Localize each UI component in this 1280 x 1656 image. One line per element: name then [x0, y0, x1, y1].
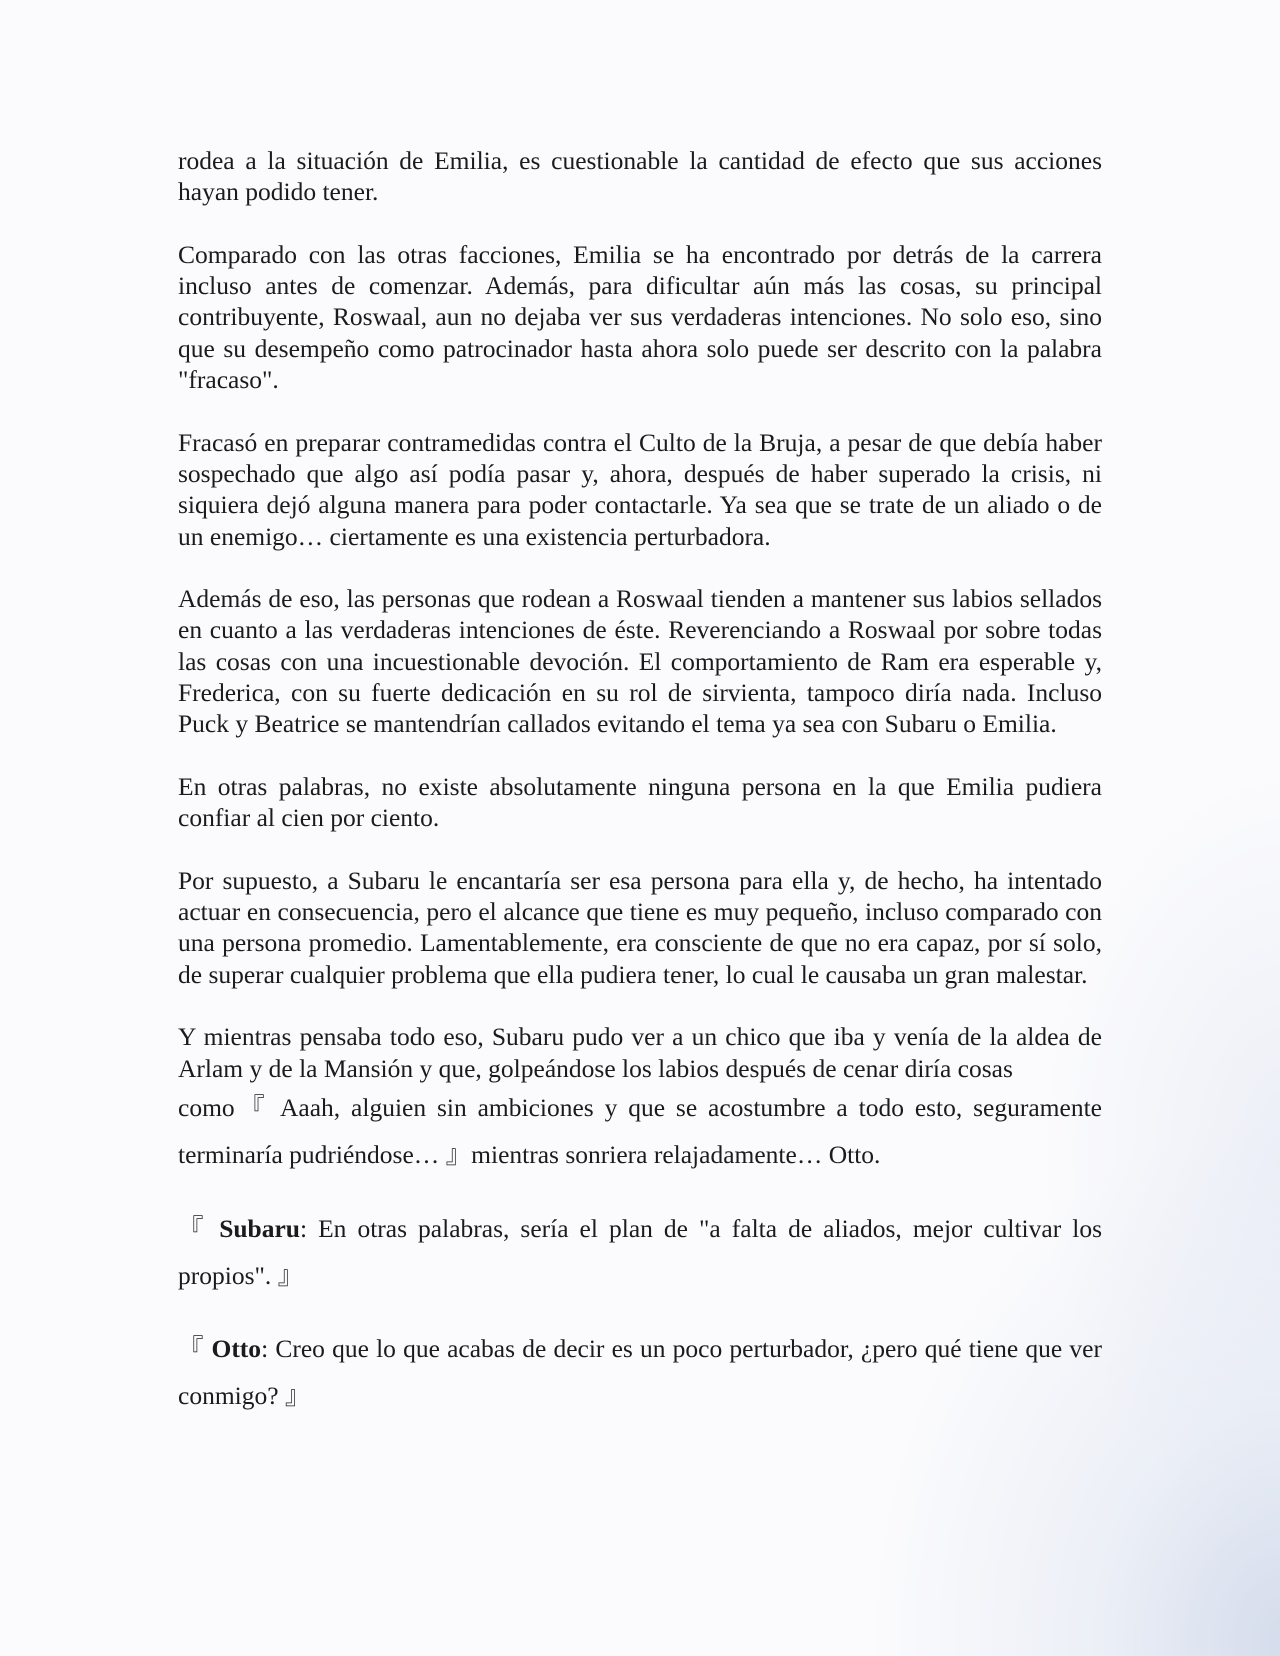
dialogue-line-subaru — [178, 1205, 1102, 1299]
dialogue-text: : Creo que lo que acabas de decir es un poco perturbador, ¿pero qué tiene que ver conmigo? 』 — [178, 1333, 1102, 1410]
paragraph: rodea a la situación de Emilia, es cuestionable la cantidad de efecto que sus acciones hayan podido tener. — [178, 146, 1102, 207]
dialogue-line-otto — [178, 1325, 1102, 1419]
narration-line: Y mientras pensaba todo eso, Subaru pudo ver a un chico que iba y venía de la aldea de Arlam y de la Mansión y que, golpeándose los labios después de cenar diría cosas — [178, 1022, 1102, 1083]
quote-open-mark: 『 — [178, 1333, 212, 1363]
text-column — [178, 145, 1102, 1445]
speaker-name: Subaru — [219, 1213, 300, 1243]
paragraph: En otras palabras, no existe absolutamente ninguna persona en la que Emilia pudiera confiar al cien por ciento. — [178, 771, 1102, 833]
quote-open-mark: 『 — [178, 1213, 220, 1243]
speaker-name: Otto — [211, 1333, 262, 1363]
dialogue-text: : En otras palabras, sería el plan de "a falta de aliados, mejor cultivar los propios". 』 — [178, 1213, 1102, 1290]
paragraph: Comparado con las otras facciones, Emilia se ha encontrado por detrás de la carrera incluso antes de comenzar. Además, para dificultar aún más las cosas, su principal contribuyente, Roswaal, aun no dejaba ver sus verdaderas intenciones. No solo eso, sino que su desempeño como patrocinador hasta ahora solo puede ser descrito con la palabra "fracaso". — [178, 239, 1102, 395]
narration-line: como『 Aaah, alguien sin ambiciones y que se acostumbre a todo esto, seguramente terminaría pudriéndose… 』mientras sonriera relajadamente… Otto. — [178, 1092, 1102, 1169]
paragraph: Por supuesto, a Subaru le encantaría ser esa persona para ella y, de hecho, ha intentado actuar en consecuencia, pero el alcance que tiene es muy pequeño, incluso comparado con una persona promedio. Lamentablemente, era consciente de que no era capaz, por sí solo, de superar cualquier problema que ella pudiera tener, lo cual le causaba un gran malestar. — [178, 865, 1102, 989]
paragraph: Además de eso, las personas que rodean a Roswaal tienden a mantener sus labios sellados en cuanto a las verdaderas intenciones de éste. Reverenciando a Roswaal por sobre todas las cosas con una incuestionable devoción. El comportamiento de Ram era esperable y, Frederica, con su fuerte dedicación en su rol de sirvienta, tampoco diría nada. Incluso Puck y Beatrice se mantendrían callados evitando el tema ya sea con Subaru o Emilia. — [178, 584, 1102, 739]
paragraph-narration — [178, 1021, 1102, 1178]
paragraph: Fracasó en preparar contramedidas contra el Culto de la Bruja, a pesar de que debía haber sospechado que algo así podía pasar y, ahora, después de haber superado la crisis, ni siquiera dejó alguna manera para poder contactarle. Ya sea que se trate de un aliado o de un enemigo… ciertamente es una existencia perturbadora. — [178, 427, 1102, 551]
